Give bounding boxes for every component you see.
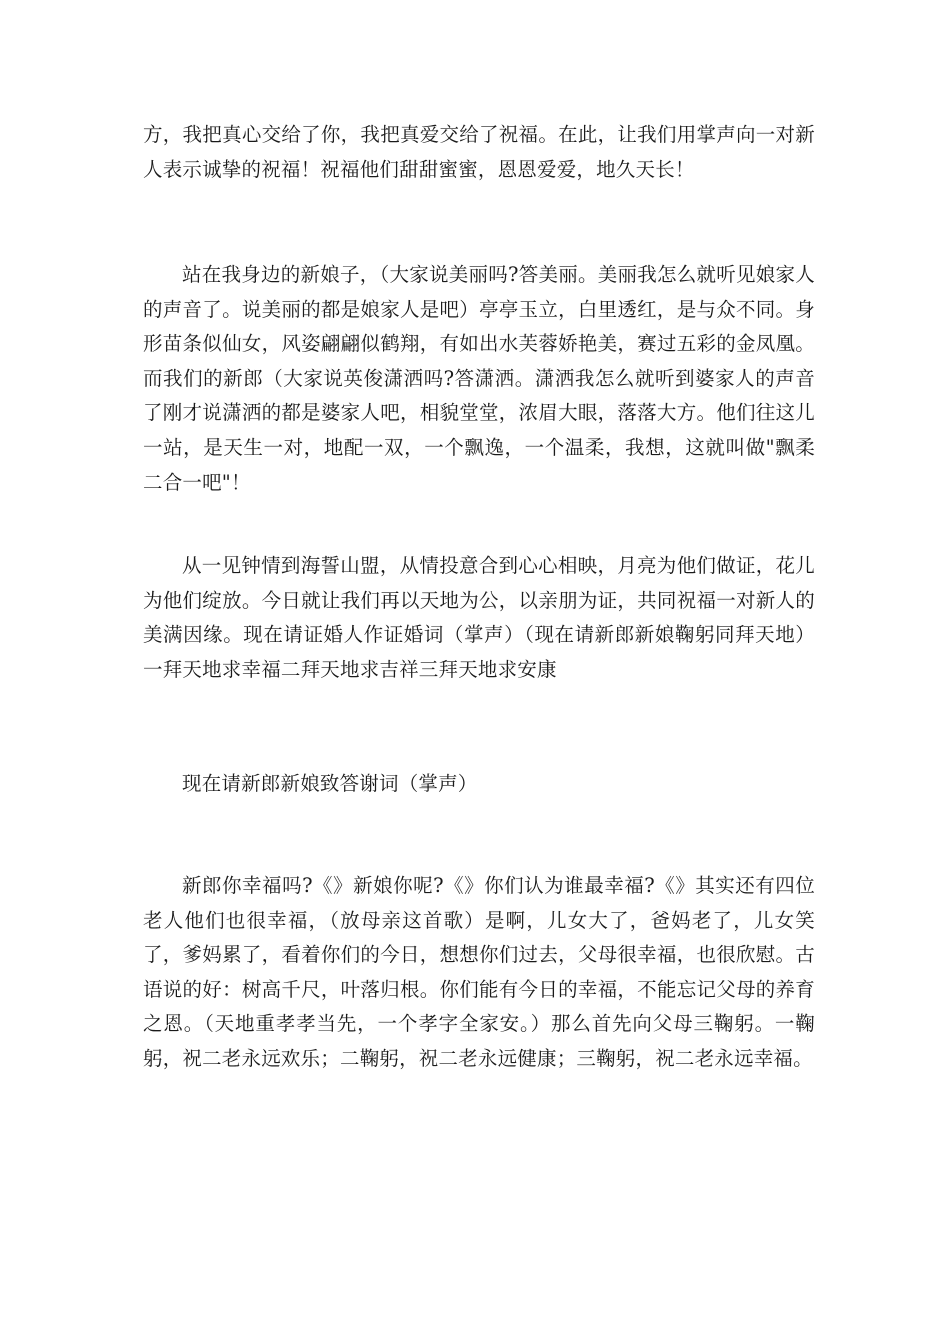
paragraph-2: 站在我身边的新娘子，（大家说美丽吗?答美丽。美丽我怎么就听见娘家人的声音了。说美丽的都是娘家人是吧）亭亭玉立，白里透红，是与众不同。身形苗条似仙女，风姿翩翩似鹤翔，有如出水芙蓉娇艳美，赛过五彩的金凤凰。而我们的新郎（大家说英俊潇洒吗?答潇洒。潇洒我怎么就听到婆家人的声音了刚才说潇洒的都是婆家人吧，相貌堂堂，浓眉大眼，落落大方。他们往这儿一站，是天生一对，地配一双，一个飘逸，一个温柔，我想，这就叫做"飘柔二合一吧"！ xyxy=(143,263,815,494)
paragraph-4: 现在请新郎新娘致答谢词（掌声） xyxy=(182,772,478,795)
paragraph-5: 新郎你幸福吗?《》新娘你呢?《》你们认为谁最幸福?《》其实还有四位老人他们也很幸福，（放母亲这首歌）是啊，儿女大了，爸妈老了，儿女笑了，爹妈累了，看着你们的今日，想想你们过去，父母很幸福，也很欣慰。古语说的好：树高千尺，叶落归根。你们能有今日的幸福，不能忘记父母的养育之恩。（天地重孝孝当先，一个孝字全家安。）那么首先向父母三鞠躬。一鞠躬，祝二老永远欢乐；二鞠躬，祝二老永远健康；三鞠躬，祝二老永远幸福。 xyxy=(143,874,815,1070)
paragraph-3: 从一见钟情到海誓山盟，从情投意合到心心相映，月亮为他们做证，花儿为他们绽放。今日就让我们再以天地为公，以亲朋为证，共同祝福一对新人的美满因缘。现在请证婚人作证婚词（掌声）（现在请新郎新娘鞠躬同拜天地）一拜天地求幸福二拜天地求吉祥三拜天地求安康 xyxy=(143,554,815,681)
paragraph-1: 方，我把真心交给了你，我把真爱交给了祝福。在此，让我们用掌声向一对新人表示诚挚的祝福！祝福他们甜甜蜜蜜，恩恩爱爱，地久天长！ xyxy=(143,123,815,181)
